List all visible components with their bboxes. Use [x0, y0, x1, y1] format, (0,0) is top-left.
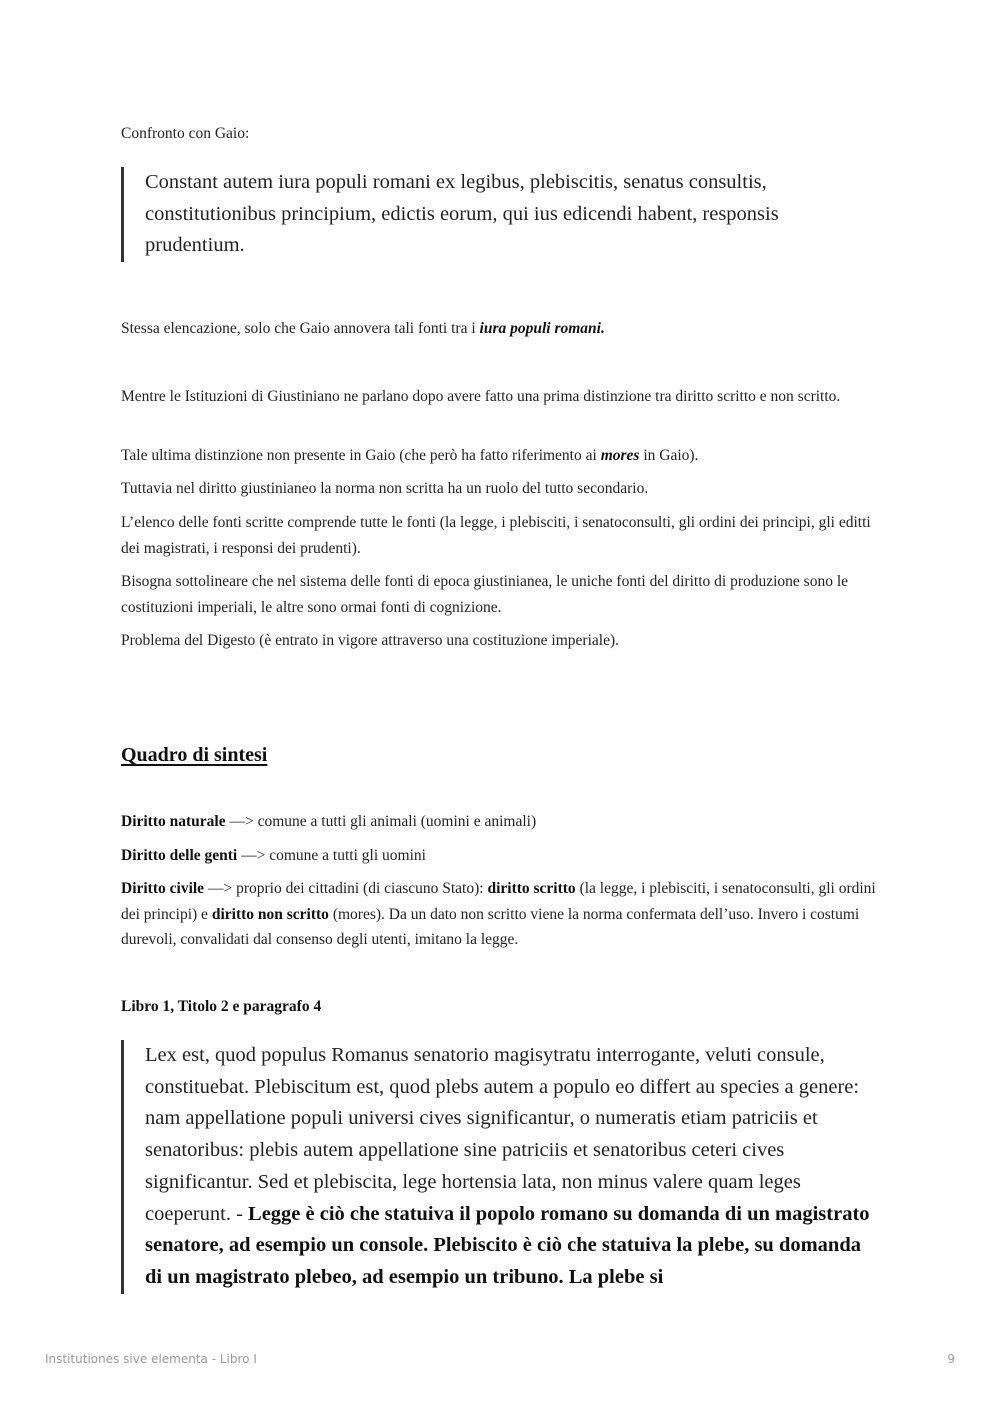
term-diritto-non-scritto: diritto non scritto	[211, 905, 329, 923]
text-run: Tale ultima distinzione non presente in Gaio (che però ha fatto riferimento ai	[121, 447, 601, 464]
emphasis-mores: mores	[600, 447, 640, 464]
paragraph-tuttavia: Tuttavia nel diritto giustinianeo la norma non scritta ha un ruolo del tutto secondario.	[121, 480, 649, 497]
text-run: (la legge, i plebisciti, i senatoconsulti, gli ordini dei principi) e	[121, 880, 876, 923]
footer-document-title: Institutiones sive elementa - Libro I	[45, 1352, 257, 1366]
text-run: —> proprio dei cittadini (di ciascuno Stato):	[204, 880, 488, 897]
term-diritto-delle-genti: Diritto delle genti	[121, 847, 238, 864]
emphasis-iura-populi-romani: iura populi romani.	[479, 320, 605, 337]
text-run: (mores). Da un dato non scritto viene la norma confermata dell’uso. Invero i costumi durevoli, convalidati dal consenso degli utenti, imitano la legge.	[121, 905, 860, 948]
paragraph-tale-ultima	[121, 443, 881, 469]
heading-quadro-di-sintesi: Quadro di sintesi	[121, 744, 268, 766]
term-diritto-civile: Diritto civile	[121, 880, 205, 897]
paragraph-elenco-fonti: L’elenco delle fonti scritte comprende tutte le fonti (la legge, i plebisciti, i senatoconsulti, gli ordini dei principi, gli editti dei magistrati, i responsi dei prudenti).	[121, 514, 871, 557]
text-run: in Gaio).	[639, 447, 699, 464]
paragraph-mentre: Mentre le Istituzioni di Giustiniano ne parlano dopo avere fatto una prima distinzione tra diritto scritto e non scritto.	[121, 388, 841, 405]
paragraph-problema-digesto: Problema del Digesto (è entrato in vigore attraverso una costituzione imperiale).	[121, 632, 619, 649]
text-run: Stessa elencazione, solo che Gaio annovera tali fonti tra i	[121, 320, 480, 337]
quote-latin-text: Lex est, quod populus Romanus senatorio magisytratu interrogante, veluti consule, constituebat. Plebiscitum est, quod plebs autem a populo eo differt au species a genere: nam appellatione populi universi cives significantur, o numeratis etiam patriciis et senatoribus: plebis autem appellatione sine patriciis et senatoribus ceteri cives significantur. Sed et plebiscita, lege hortensia lata, non minus valere quam leges coeperunt. -	[145, 1044, 860, 1225]
heading-libro-titolo: Libro 1, Titolo 2 e paragrafo 4	[121, 998, 322, 1015]
paragraph-bisogna: Bisogna sottolineare che nel sistema delle fonti di epoca giustinianea, le uniche fonti del diritto di produzione sono le costituzioni imperiali, le altre sono ormai fonti di cognizione.	[121, 573, 849, 616]
text-run: —> comune a tutti gli uomini	[237, 847, 426, 864]
paragraph-gaio-intro: Confronto con Gaio:	[121, 125, 250, 142]
term-diritto-naturale: Diritto naturale	[121, 813, 226, 830]
paragraph-diritto-civile	[121, 876, 881, 953]
paragraph-diritto-naturale	[121, 809, 881, 835]
footer-page-number: 9	[947, 1352, 955, 1366]
paragraph-diritto-genti	[121, 843, 881, 869]
quote-italian-translation: Legge è ciò che statuiva il popolo romano su domanda di un magistrato senatore, ad esempio un console. Plebiscito è ciò che statuiva la plebe, su domanda di un magistrato plebeo, ad esempio un tribuno. La plebe si	[145, 1202, 870, 1288]
text-run: —> comune a tutti gli animali (uomini e animali)	[225, 813, 537, 830]
blockquote-gaio: Constant autem iura populi romani ex legibus, plebiscitis, senatus consultis, constitutionibus principium, edictis eorum, qui ius edicendi habent, responsis prudentium.	[121, 167, 881, 262]
term-diritto-scritto: diritto scritto	[487, 880, 576, 897]
blockquote-lex	[121, 1040, 881, 1294]
paragraph-stessa-elencazione	[121, 316, 881, 342]
